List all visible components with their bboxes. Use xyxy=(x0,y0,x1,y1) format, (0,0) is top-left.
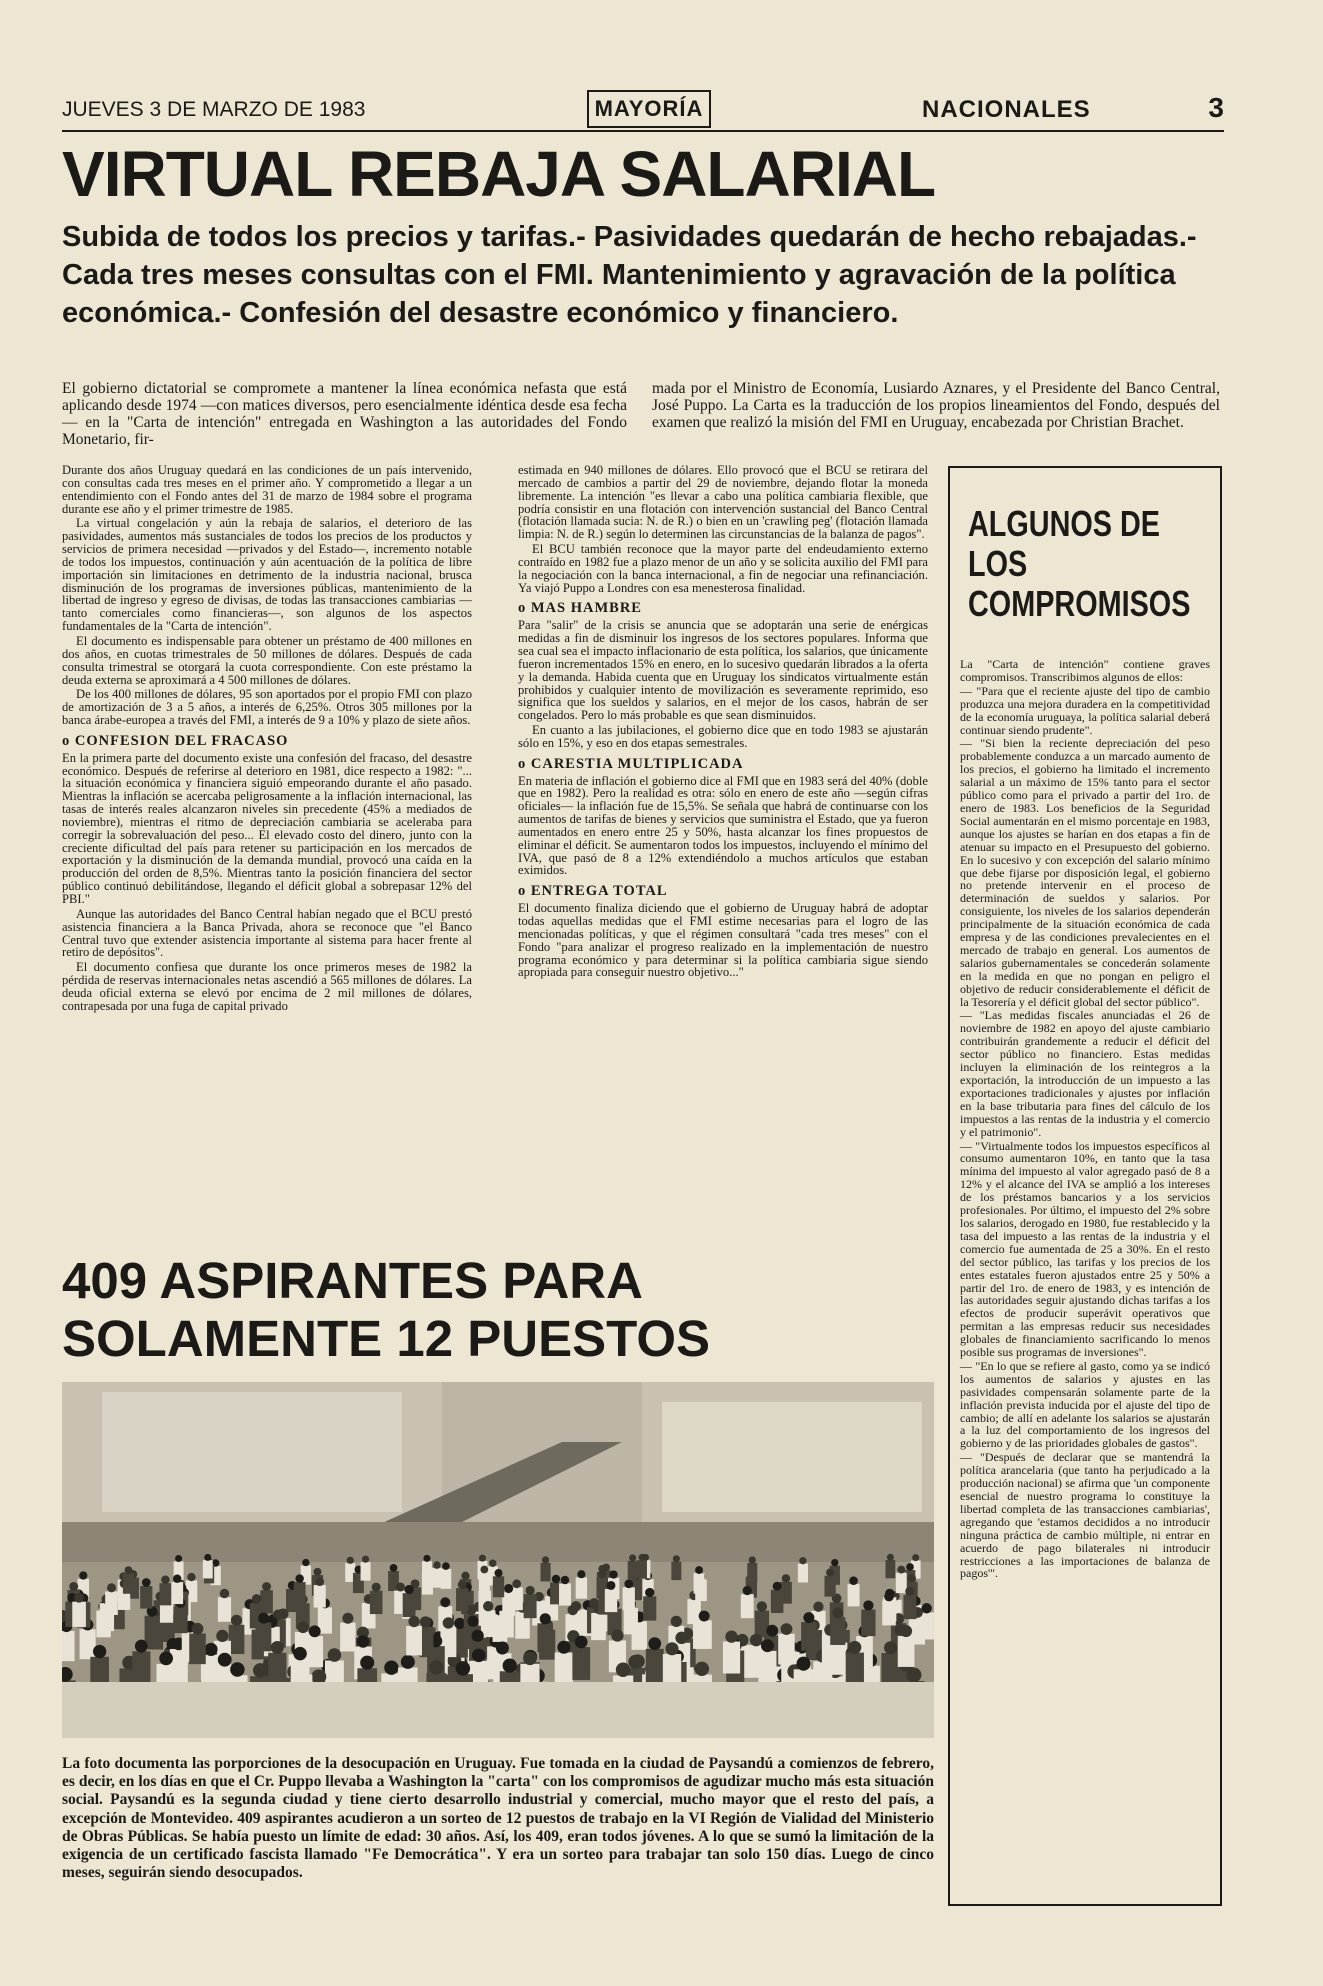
lead-paragraph-left: El gobierno dictatorial se compromete a mantener la línea económica nefasta que está aplicando desde 1974 —con matices diversos, pero esencialmente idéntica desde esa fecha— en la "Carta de intención" entregada en Washington a las autoridades del Fondo Monetario, fir- xyxy=(62,380,627,448)
body-paragraph: En la primera parte del documento existe una confesión del fracaso, del desastre económico. Después de referirse al deterioro en 1981, dice respecto a 1982: "... la situación económica y financiera siguió empeorando durante el año pasado. Mientras la inflación se acercaba peligrosamente a la inflación internacional, las tasas de interés reales alcanzaron niveles sin precedente (45% a mediados de noviembre), mientras el ritmo de depreciación cambiaria se aceleraba para corregir la sobrevaluación del peso... El elevado costo del dinero, junto con la creciente dificultad del país para retener su participación en los mercados de exportación y la disminución de la demanda mundial, provocó una caída en la producción del orden de 8,5%. Mientras tanto la posición financiera del sector público continuó debilitándose, llegando el déficit global a sobrepasar 12% del PBI." xyxy=(62,750,472,906)
body-paragraph: estimada en 940 millones de dólares. Ello provocó que el BCU se retirara del mercado de cambios a partir del 29 de noviembre, dejando flotar la moneda libremente. La intención "es llevar a cabo una política cambiaria flexible, que podría consistir en una flotación con intervención sustancial del Banco Central (flotación llamada sucia: N. de R.) o bien en un 'crawling peg' (flotación llamada limpia: N. de R.) según lo determinen las circunstancias de la balanza de pagos". xyxy=(518,463,928,542)
sidebar-paragraph: — "Para que el reciente ajuste del tipo de cambio produzca una mejora duradera en la competitividad de la economía uruguaya, la política salarial deberá continuar siendo prudente". xyxy=(960,683,1210,737)
article-column-2 xyxy=(518,464,928,981)
section-heading-hambre: o MAS HAMBRE xyxy=(518,600,642,617)
sidebar-box xyxy=(948,466,1222,1906)
sidebar-paragraph: — "Después de declarar que se mantendrá la política arancelaria (que tanto ha perjudicado a la producción nacional) se afirma que 'un componente esencial de nuestro programa lo constituye la libertad completa de las transacciones cambiarias', agregando que 'estamos decididos a no introducir ninguna práctica de cambio múltiple, ni entrar en acuerdo de pago bilaterales ni introducir restricciones a las importaciones de balanza de pagos'". xyxy=(960,1450,1210,1581)
body-paragraph: Aunque las autoridades del Banco Central habían negado que el BCU prestó asistencia financiera a la Banca Privada, ahora se reconoce que "el Banco Central tuvo que extender asistencia importante al sistema para hacer frente al retiro de depósitos". xyxy=(62,906,472,960)
photo-caption: La foto documenta las porporciones de la desocupación en Uruguay. Fue tomada en la ciudad de Paysandú a comienzos de febrero, es decir, en los días en que el Cr. Puppo llevaba a Washington la "carta" con los compromisos de agudizar mucho más esta situación social. Paysandú es la segunda ciudad y tiene cierto desarrollo industrial y comercial, mucho mayor que el resto del país, a excepción de Montevideo. 409 aspirantes acudieron a un sorteo de 12 puestos de trabajo en la VI Región de Vialidad del Ministerio de Obras Públicas. Se había puesto un límite de edad: 30 años. Así, los 409, eran todos jóvenes. A lo que se sumó la limitación de la exigencia de un certificado fascista llamado "Fe Democrática". Y era un sorteo para trabajar tan solo 150 días. Luego de cinco meses, seguirán siendo desocupados. xyxy=(62,1755,934,1882)
sidebar-paragraph: — "En lo que se refiere al gasto, como ya se indicó los aumentos de salarios y ajustes en las pasividades compensarán solamente parte de la inflación prevista inducida por el ajuste del tipo de cambio; de allí en adelante los salarios se ajustarán a la luz del comportamiento de los ingresos del gobierno y de las prioridades globales de gastos". xyxy=(960,1358,1210,1451)
main-headline: VIRTUAL REBAJA SALARIAL xyxy=(62,138,936,210)
body-paragraph: Durante dos años Uruguay quedará en las condiciones de un país intervenido, con consultas cada tres meses en el primer año. Y comprometido a llegar a un entendimiento con el Fondo antes del 31 de marzo de 1984 sobre el programa durante ese año y el primer trimestre de 1985. xyxy=(62,463,472,516)
crowd-photo xyxy=(62,1382,934,1738)
crowd-photo-illustration xyxy=(62,1382,934,1738)
sidebar-title: ALGUNOS DE LOS COMPROMISOS xyxy=(968,503,1191,624)
body-paragraph: El documento finaliza diciendo que el gobierno de Uruguay habrá de adoptar todas aquellas medidas que el FMI estime necesarias para el logro de las mencionadas políticas, y que el régimen consultará "cada tres meses" con el Fondo "para analizar el progreso realizado en la implementación de nuestro programa económico y para determinar si la política cambiaria sigue siendo apropiada para conseguir nuestro objetivo..." xyxy=(518,901,928,980)
body-paragraph: El documento confiesa que durante los once primeros meses de 1982 la pérdida de reservas internacionales netas ascendió a 565 millones de dólares. La deuda oficial externa se elevó por encima de 2 mil millones de dólares, contrapesada por una fuga de capital privado xyxy=(62,960,472,1013)
sidebar-paragraph: La "Carta de intención" contiene graves compromisos. Transcribimos algunos de ellos: xyxy=(960,657,1210,684)
body-paragraph: En cuanto a las jubilaciones, el gobierno dice que en todo 1983 se ajustarán sólo en 15%, y eso en dos etapas semestrales. xyxy=(518,723,928,750)
masthead xyxy=(62,90,1224,132)
issue-date: JUEVES 3 DE MARZO DE 1983 xyxy=(62,98,366,121)
body-paragraph: El BCU también reconoce que la mayor parte del endeudamiento externo contraído en 1982 fue a plazo menor de un año y se solicita auxilio del FMI para la negociación con la banca internacional, a fin de negociar una refinanciación. Ya viajó Puppo a Londres con esa menesterosa finalidad. xyxy=(518,542,928,595)
body-paragraph: El documento es indispensable para obtener un préstamo de 400 millones en dos años, en cuotas trimestrales de 50 millones de dólares. Después de cada consulta trimestral se otorgará la cuota correspondiente. Con este préstamo la deuda externa se aproximará a 4 500 millones de dólares. xyxy=(62,633,472,687)
second-headline: 409 ASPIRANTES PARA SOLAMENTE 12 PUESTOS xyxy=(62,1252,711,1367)
page-number: 3 xyxy=(1208,92,1224,123)
body-paragraph: Para "salir" de la crisis se anuncia que se adoptarán una serie de enérgicas medidas a fin de disminuir los ingresos de los sectores populares. Informa que sea cual sea el impacto inflacionario de esta política, los salarios, que únicamente fueron incrementados 15% en enero, en lo sucesivo quedarán librados a la oferta y la demanda. Habida cuenta que en Uruguay los sindicatos virtualmente están prohibidos y cualquier intento de movilización es severamente reprimido, eso significa que los sueldos y salarios, en el mejor de los casos, habrán de ser congelados. Pero lo más probable es que sean disminuidos. xyxy=(518,618,928,723)
main-subheadline: Subida de todos los precios y tarifas.- Pasividades quedarán de hecho rebajadas.- Cada tres meses consultas con el FMI. Mantenimiento y agravación de la política económica.- Confesión del desastre económico y financiero. xyxy=(62,221,1197,329)
section-heading-confesion: o CONFESION DEL FRACASO xyxy=(62,732,289,749)
lead-paragraph-right: mada por el Ministro de Economía, Lusiardo Aznares, y el Presidente del Banco Central, José Puppo. La Carta es la traducción de los propios lineamientos del Fondo, después del examen que realizó la misión del FMI en Uruguay, encabezada por Christian Brachet. xyxy=(652,380,1220,431)
sidebar-paragraph: — "Si bien la reciente depreciación del peso probablemente conduzca a un marcado aumento de los precios, el gobierno ha limitado el incremento salarial a un máximo de 15% tanto para el sector público como para el privado a partir del 1ro. de enero de 1983. Los beneficios de la Seguridad Social aumentarán en el mismo porcentaje en 1983, aunque los ajustes se harían en dos etapas a fin de atenuar su impacto en el Presupuesto del gobierno. En lo sucesivo y con excepción del salario mínimo que debe fijarse por disposición legal, el gobierno no pretende intervenir en el proceso de determinación de sueldos y salarios. Por consiguiente, los niveles de los salarios dependerán principalmente de la situación económica de cada empresa y de las condiciones prevalecientes en el mercado de trabajo en general. Los aumentos de salarios gubernamentales se concederán solamente en la medida en que no pongan en peligro el objetivo de reducir considerablemente el déficit de la Tesorería y el déficit global del sector público". xyxy=(960,736,1210,1009)
section-name: NACIONALES xyxy=(922,96,1091,123)
body-paragraph: En materia de inflación el gobierno dice al FMI que en 1983 será del 40% (doble que en 1982). Pero la realidad es otra: sólo en enero de este año —según cifras oficiales— la inflación fue de 15,5%. Se señala que habrá de continuarse con los aumentos de tarifas de bienes y servicios que suministra el Estado, que ya fueron aumentados en enero entre 25 y 50%, hasta alcanzar los fines propuestos de eliminar el déficit. Se aumentaron todos los impuestos, incluyendo el mínimo del IVA, que pasó de 8 a 12% extendiéndolo a muchos artículos que estaban eximidos. xyxy=(518,773,928,878)
sidebar-text xyxy=(960,658,1210,1580)
newspaper-logo: MAYORÍA xyxy=(587,90,711,128)
sidebar-paragraph: — "Virtualmente todos los impuestos específicos al consumo aumentaron 10%, en tanto que la tasa mínima del impuesto al valor agregado pasó de 8 a 12% y el alcance del IVA se amplió a los intereses de los préstamos bancarios y a los servicios profesionales. Por último, el impuesto del 2% sobre los salarios, derogado en 1980, fue restablecido y la tasa del impuesto a las rentas de la industria y el comercio fue aumentada de 25 a 30%. En el resto del sector público, las tarifas y los precios de los entes estatales fueron ajustados entre 25 y 50% a partir del 1ro. de enero de 1983, y es intención de las autoridades seguir ajustando dichas tarifas a los efectos de producir superávit operativos que permitan a las empresas reducir sus necesidades globales de financiamiento sacrificando lo menos posible sus programas de inversiones". xyxy=(960,1138,1210,1360)
article-column-1 xyxy=(62,464,472,1015)
section-heading-carestia: o CARESTIA MULTIPLICADA xyxy=(518,755,744,772)
body-paragraph: La virtual congelación y aún la rebaja de salarios, el deterioro de las pasividades, aumentos más sustanciales de todos los precios de los productos y servicios de primera necesidad —privados y del Estado—, incremento notable de todos los impuestos, continuación y aún acentuación de la política de libre importación sin limitaciones en detrimento de la industria nacional, brusca disminución de los programas de inversiones públicas, mantenimiento de la libertad de ingreso y egreso de divisas, de todas las transacciones cambiarias —tanto comerciales como financieras—, son algunos de los aspectos fundamentales de la "Carta de intención". xyxy=(62,516,472,634)
body-paragraph: De los 400 millones de dólares, 95 son aportados por el propio FMI con plazo de amortización de 3 a 5 años, a interés de 6,25%. Otros 305 millones por la banca árabe-europea a través del FMI, a interés de 9 a 10% y plazo de siete años. xyxy=(62,687,472,728)
sidebar-paragraph: — "Las medidas fiscales anunciadas el 26 de noviembre de 1982 en apoyo del ajuste cambiario contribuirán grandemente a reducir el déficit del sector público no financiero. Estas medidas incluyen la eliminación de los reintegros a la exportación, la introducción de un impuesto a las exportaciones tradicionales y ajustes por inflación en la base tributaria para fines del cálculo de los impuestos a las rentas de la industria y el comercio y el patrimonio". xyxy=(960,1008,1210,1139)
section-heading-entrega: o ENTREGA TOTAL xyxy=(518,883,668,900)
